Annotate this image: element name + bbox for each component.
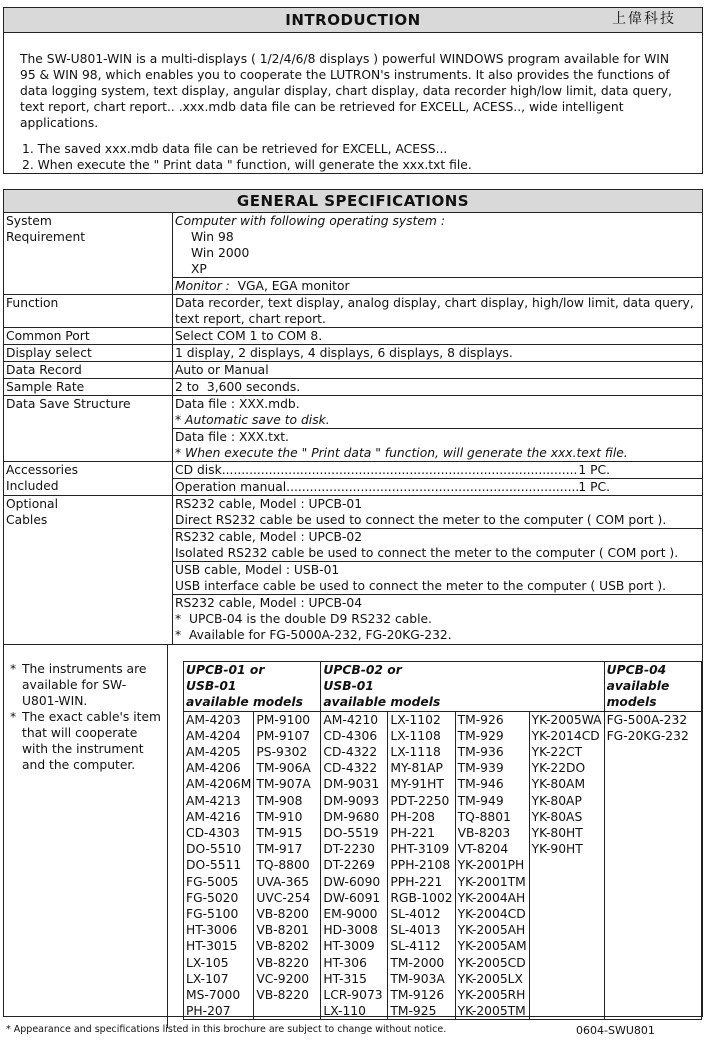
- cable-block: [173, 561, 702, 594]
- spec-value: 2 to 3,600 seconds.: [173, 379, 703, 396]
- accessory-item: [175, 462, 700, 478]
- spec-label: Display select: [4, 345, 173, 362]
- model-item: VB-8201: [256, 923, 309, 938]
- model-item: DT-2269: [323, 858, 375, 873]
- header-line: USB-01: [323, 679, 374, 694]
- footer-disclaimer: * Appearance and specifications listed in this brochure are subject to change without notice.: [6, 1024, 447, 1035]
- model-item: VB-8203: [457, 826, 511, 841]
- model-item: DM-9093: [323, 793, 380, 808]
- monitor-label: Monitor :: [175, 279, 230, 293]
- model-item: TM-939: [457, 761, 504, 776]
- os-item: Win 98: [191, 230, 234, 244]
- spec-row-cables: [4, 496, 702, 645]
- cable-block: [173, 528, 702, 561]
- models-body-row: [184, 711, 702, 1020]
- introduction-section: [3, 7, 703, 174]
- header-line: USB-01: [186, 679, 237, 694]
- model-item: TM-926: [457, 712, 504, 727]
- model-column: [529, 711, 604, 1020]
- model-item: CD-4303: [186, 826, 240, 841]
- header-line: available: [606, 679, 670, 694]
- cable-block: [175, 496, 700, 528]
- cable-model: RS232 cable, Model : UPCB-04: [175, 596, 363, 610]
- model-column: [604, 711, 701, 1020]
- models-header-cell: [604, 662, 701, 712]
- model-item: UVC-254: [256, 890, 311, 905]
- header-line: available models: [186, 695, 303, 710]
- note-text: The instruments are available for SW-U801-WIN.: [22, 662, 147, 708]
- model-item: RGB-1002: [390, 890, 453, 905]
- model-item: YK-2001TM: [457, 874, 526, 889]
- model-item: YK-2001PH: [457, 858, 525, 873]
- spec-label: Sample Rate: [4, 379, 173, 396]
- model-item: TM-917: [256, 842, 303, 857]
- models-note: [10, 709, 163, 773]
- note-star: *: [10, 662, 17, 676]
- model-item: TM-936: [457, 745, 504, 760]
- model-item: YK-80HT: [531, 826, 583, 841]
- header-line: UPCB-01 or: [186, 663, 265, 677]
- spec-label: Function: [4, 295, 173, 328]
- model-item: HT-3009: [323, 939, 375, 954]
- model-item: DW-6091: [323, 890, 381, 905]
- model-item: VB-8220: [256, 988, 309, 1003]
- model-item: TM-907A: [256, 777, 311, 792]
- model-item: TQ-8800: [256, 858, 310, 873]
- model-item: TM-906A: [256, 761, 311, 776]
- monitor-value: VGA, EGA monitor: [229, 279, 350, 293]
- model-item: LX-1108: [390, 728, 441, 743]
- model-item: PH-221: [390, 826, 435, 841]
- model-item: UVA-365: [256, 874, 310, 889]
- spec-row-function: [4, 295, 702, 328]
- model-item: HT-3015: [186, 939, 238, 954]
- model-item: CD-4322: [323, 761, 378, 776]
- footer: [6, 1024, 706, 1035]
- model-item: TM-915: [256, 826, 303, 841]
- model-item: AM-4205: [186, 745, 241, 760]
- model-item: LX-110: [323, 1004, 366, 1019]
- specifications-title: GENERAL SPECIFICATIONS: [236, 192, 470, 210]
- model-item: TM-946: [457, 777, 504, 792]
- model-item: TM-903A: [390, 971, 445, 986]
- model-column: [388, 711, 455, 1020]
- accessory-name: CD disk: [175, 463, 222, 477]
- specifications-table: [4, 213, 702, 645]
- model-item: HT-315: [323, 971, 367, 986]
- spec-label: Data Save Structure: [4, 396, 173, 462]
- models-section: [4, 645, 702, 1028]
- save-line: Data file : XXX.mdb.: [175, 397, 300, 411]
- spec-label-line: System: [6, 214, 52, 228]
- model-item: VC-9200: [256, 971, 310, 986]
- spec-label-line: Optional: [6, 497, 58, 511]
- spec-row-rate: [4, 379, 702, 396]
- accessory-qty: 1 PC.: [578, 480, 610, 494]
- model-item: AM-4206M: [186, 777, 252, 792]
- model-item: TM-925: [390, 1004, 437, 1019]
- model-item: PM-9100: [256, 712, 311, 727]
- cable-description: * Available for FG-5000A-232, FG-20KG-232.: [175, 628, 452, 642]
- model-item: YK-2004CD: [457, 907, 526, 922]
- specifications-section: [3, 189, 703, 1017]
- cable-description: USB interface cable be used to connect the meter to the computer ( USB port ).: [175, 579, 667, 593]
- cable-model: USB cable, Model : USB-01: [175, 563, 340, 577]
- model-item: YK-22CT: [531, 745, 583, 760]
- models-header-cell: [321, 662, 604, 712]
- model-item: YK-2014CD: [531, 728, 600, 743]
- note-text: The exact cable's item that will cooperate with the instrument and the computer.: [22, 710, 161, 772]
- models-header-row: [184, 662, 702, 712]
- model-item: FG-5020: [186, 890, 239, 905]
- spec-row-record: [4, 362, 702, 379]
- model-column: [455, 711, 529, 1020]
- model-item: TM-910: [256, 809, 303, 824]
- model-item: YK-2005RH: [457, 988, 526, 1003]
- note-item: 2. When execute the " Print data " function, will generate the xxx.txt file.: [22, 158, 472, 172]
- model-item: VT-8204: [457, 842, 509, 857]
- model-item: SL-4013: [390, 923, 441, 938]
- model-item: YK-80AP: [531, 793, 582, 808]
- model-item: LX-107: [186, 971, 229, 986]
- model-item: PPH-221: [390, 874, 443, 889]
- spec-label: Data Record: [4, 362, 173, 379]
- company-logo-text: 上偉科技: [612, 11, 676, 27]
- spec-value: [173, 213, 703, 295]
- cable-model: RS232 cable, Model : UPCB-01: [175, 497, 363, 511]
- model-item: AM-4206: [186, 761, 241, 776]
- spec-value: [173, 496, 703, 645]
- model-item: YK-80AS: [531, 809, 583, 824]
- footer-code: 0604-SWU801: [576, 1024, 655, 1037]
- model-item: HD-3008: [323, 923, 378, 938]
- spec-value: Auto or Manual: [173, 362, 703, 379]
- model-item: VB-8200: [256, 907, 309, 922]
- spec-value: [173, 396, 703, 462]
- introduction-paragraph: The SW-U801-WIN is a multi-displays ( 1/2/4/6/8 displays ) powerful WINDOWS program available for WIN 95 & WIN 98, which enables you to cooperate the LUTRON's instruments. It also provides the functions of data logging system, text display, angular display, chart display, data recorder high/low limit, data query, text report, chart report.. .xxx.mdb data file can be retrieved for EXCELL, ACESS.., wide intelligent applications.: [20, 52, 672, 130]
- spec-label: [4, 462, 173, 496]
- note-item: 1. The saved xxx.mdb data file can be retrieved for EXCELL, ACESS...: [22, 142, 448, 156]
- model-item: TM-949: [457, 793, 504, 808]
- spec-value: Data recorder, text display, analog display, chart display, high/low limit, data query, text report, chart report.: [173, 295, 703, 328]
- spec-value: Select COM 1 to COM 8.: [173, 328, 703, 345]
- model-item: LX-105: [186, 955, 229, 970]
- model-item: TQ-8801: [457, 809, 511, 824]
- model-item: MY-81AP: [390, 761, 443, 776]
- note-star: *: [10, 710, 17, 724]
- spec-label: Common Port: [4, 328, 173, 345]
- cable-model: RS232 cable, Model : UPCB-02: [175, 530, 363, 544]
- model-item: LX-1118: [390, 745, 441, 760]
- model-item: TM-2000: [390, 955, 445, 970]
- model-item: YK-2005TM: [457, 1004, 526, 1019]
- cable-description: * UPCB-04 is the double D9 RS232 cable.: [175, 612, 432, 626]
- introduction-title: INTRODUCTION: [285, 11, 421, 29]
- model-item: DO-5511: [186, 858, 242, 873]
- model-item: PS-9302: [256, 745, 308, 760]
- model-item: SL-4012: [390, 907, 441, 922]
- spec-row-save: [4, 396, 702, 462]
- spec-row-port: [4, 328, 702, 345]
- model-item: YK-2005AM: [457, 939, 527, 954]
- model-item: HT-3006: [186, 923, 238, 938]
- models-notes: [4, 645, 168, 1028]
- spec-label: [4, 213, 173, 295]
- model-item: AM-4203: [186, 712, 241, 727]
- model-item: YK-22DO: [531, 761, 586, 776]
- model-item: AM-4213: [186, 793, 241, 808]
- monitor-line: [173, 277, 702, 294]
- models-note: [10, 661, 163, 709]
- model-item: DO-5519: [323, 826, 379, 841]
- model-item: LCR-9073: [323, 988, 383, 1003]
- model-item: AM-4216: [186, 809, 241, 824]
- model-item: YK-2005LX: [457, 971, 523, 986]
- save-line: * When execute the " Print data " function, will generate the xxx.text file.: [175, 446, 628, 460]
- models-table-wrap: [168, 645, 702, 1028]
- model-item: PDT-2250: [390, 793, 450, 808]
- model-item: TM-929: [457, 728, 504, 743]
- model-item: FG-20KG-232: [606, 728, 689, 743]
- model-item: FG-500A-232: [606, 712, 688, 727]
- accessory-name: Operation manual: [175, 480, 287, 494]
- model-item: YK-90HT: [531, 842, 583, 857]
- spec-label-line: Accessories: [6, 463, 79, 477]
- model-item: PH-208: [390, 809, 435, 824]
- model-item: LX-1102: [390, 712, 441, 727]
- model-item: YK-2005CD: [457, 955, 526, 970]
- os-item: XP: [191, 262, 207, 276]
- model-item: VB-8220: [256, 955, 309, 970]
- model-item: PM-9107: [256, 728, 311, 743]
- model-item: PH-207: [186, 1004, 231, 1019]
- save-line: Data file : XXX.txt.: [173, 428, 702, 445]
- model-item: MS-7000: [186, 988, 241, 1003]
- spec-label-line: Cables: [6, 513, 48, 527]
- model-item: FG-5005: [186, 874, 239, 889]
- models-header-cell: [184, 662, 321, 712]
- model-column: [184, 711, 254, 1020]
- model-item: CD-4306: [323, 728, 378, 743]
- model-item: YK-2004AH: [457, 890, 526, 905]
- model-item: HT-306: [323, 955, 367, 970]
- accessory-qty: 1 PC.: [578, 463, 610, 477]
- introduction-header: [4, 8, 702, 33]
- model-column: [321, 711, 388, 1020]
- model-item: PPH-2108: [390, 858, 451, 873]
- os-item: Win 2000: [191, 246, 250, 260]
- header-line: models: [606, 695, 657, 710]
- save-line: * Automatic save to disk.: [175, 413, 330, 427]
- models-table: [183, 661, 702, 1020]
- model-item: PHT-3109: [390, 842, 450, 857]
- cable-description: Direct RS232 cable be used to connect the meter to the computer ( COM port ).: [175, 513, 667, 527]
- spec-label: [4, 496, 173, 645]
- model-item: CD-4322: [323, 745, 378, 760]
- model-item: AM-4210: [323, 712, 379, 727]
- spec-row-display: [4, 345, 702, 362]
- header-line: UPCB-02 or: [323, 663, 402, 677]
- cable-description: Isolated RS232 cable be used to connect the meter to the computer ( COM port ).: [175, 546, 679, 560]
- model-column: [254, 711, 321, 1020]
- model-item: YK-80AM: [531, 777, 586, 792]
- cable-block: [173, 594, 702, 644]
- introduction-notes: [4, 131, 702, 173]
- spec-value: [173, 462, 703, 496]
- model-item: FG-5100: [186, 907, 239, 922]
- header-line: available models: [323, 695, 441, 710]
- model-item: MY-91HT: [390, 777, 444, 792]
- spec-value: 1 display, 2 displays, 4 displays, 6 displays, 8 displays.: [173, 345, 703, 362]
- os-heading: Computer with following operating system :: [175, 214, 445, 228]
- spec-row-accessories: [4, 462, 702, 496]
- model-item: DT-2230: [323, 842, 375, 857]
- model-item: TM-9126: [390, 988, 445, 1003]
- accessory-item: [173, 478, 702, 495]
- model-item: YK-2005WA: [531, 712, 602, 727]
- spec-label-line: Included: [6, 479, 59, 493]
- model-item: EM-9000: [323, 907, 378, 922]
- model-item: AM-4204: [186, 728, 241, 743]
- spec-row-system: [4, 213, 702, 295]
- model-item: DO-5510: [186, 842, 242, 857]
- model-item: TM-908: [256, 793, 303, 808]
- model-item: VB-8202: [256, 939, 309, 954]
- header-line: UPCB-04: [606, 663, 667, 677]
- model-item: DM-9031: [323, 777, 380, 792]
- model-item: SL-4112: [390, 939, 441, 954]
- model-item: DW-6090: [323, 874, 381, 889]
- model-item: DM-9680: [323, 809, 380, 824]
- model-item: YK-2005AH: [457, 923, 526, 938]
- specifications-header: [4, 190, 702, 213]
- spec-label-line: Requirement: [6, 230, 86, 244]
